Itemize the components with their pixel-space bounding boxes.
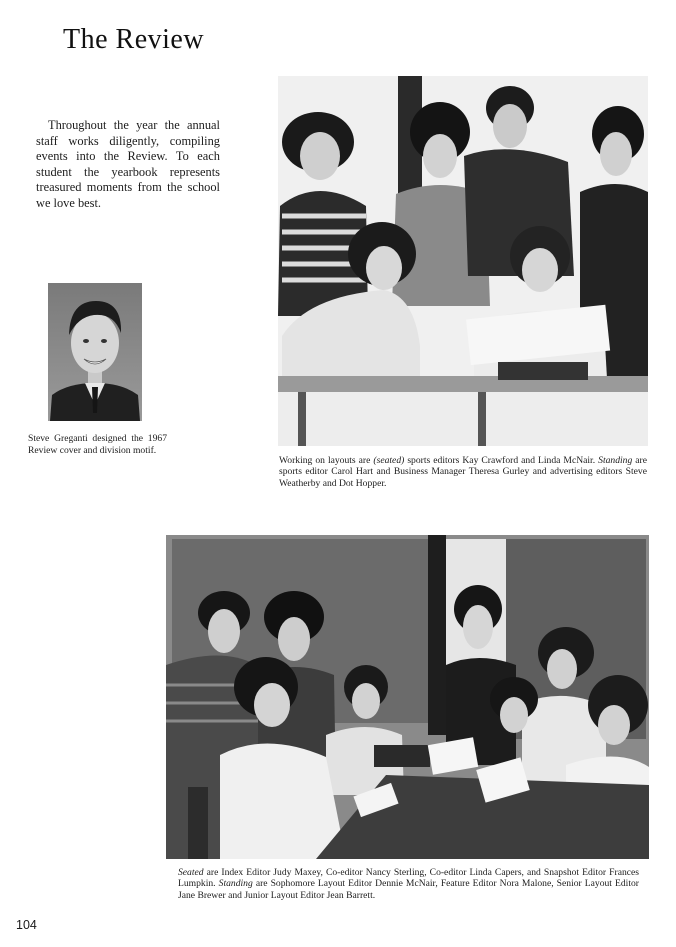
caption-part: sports editors Kay Crawford and Linda McNair. [404, 455, 599, 466]
page-number: 104 [16, 918, 37, 932]
intro-paragraph: Throughout the year the annual staff works diligently, compiling events into the Review. To each student the yearbook represents treasured moments from the school we love best. [36, 118, 220, 210]
page-title: The Review [63, 24, 205, 55]
portrait-caption: Steve Greganti designed the 1967 Review cover and division motif. [28, 433, 167, 456]
layout-editors-photo [278, 76, 648, 446]
layout-editors-caption [279, 455, 647, 489]
editorial-staff-caption [178, 867, 639, 901]
caption-part: are Sophomore Layout Editor Dennie McNair, Feature Editor Nora Malone, Senior Layout Editor Jane Brewer and Junior Layout Editor Jean Barrett. [178, 878, 639, 901]
portrait-photo [48, 283, 142, 421]
caption-seated-label: (seated) [373, 455, 405, 466]
editorial-staff-photo [166, 535, 649, 859]
caption-seated-label: Seated [178, 867, 204, 878]
caption-standing-label: Standing [218, 878, 253, 890]
caption-part: are Index Editor Judy Maxey, Co-editor Nancy Sterling, Co-editor Linda Capers, and Snapshot Editor Frances Lumpkin. [178, 867, 639, 890]
caption-part: are sports editor Carol Hart and Business Manager Theresa Gurley and advertising editors Steve Weatherby and Dot Hopper. [279, 455, 647, 489]
caption-part: Working on layouts are [279, 455, 374, 466]
caption-standing-label: Standing [598, 455, 633, 466]
